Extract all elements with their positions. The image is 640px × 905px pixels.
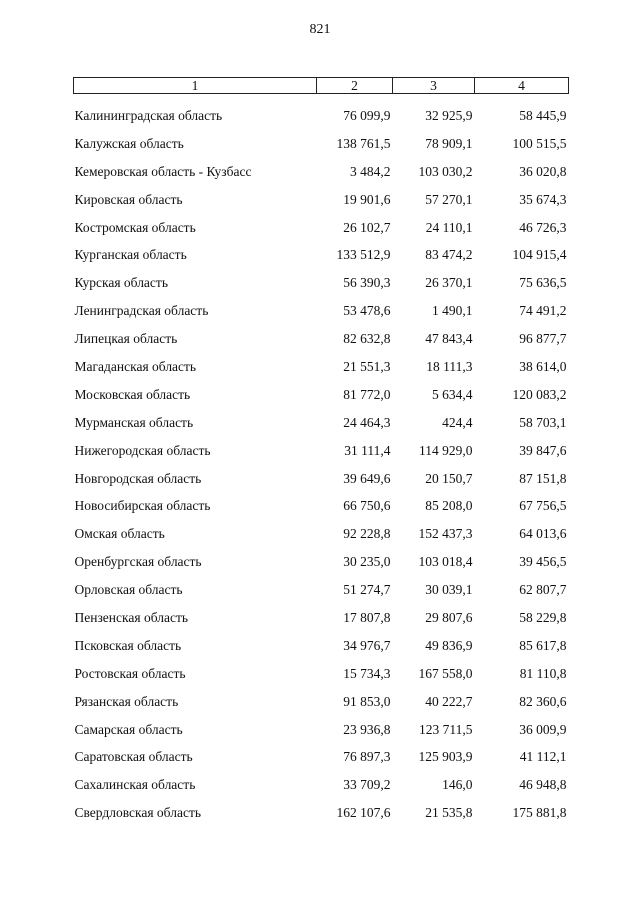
value-col-4: 96 877,7: [519, 331, 567, 347]
value-col-4: 38 614,0: [519, 358, 567, 374]
value-col-3: 146,0: [442, 777, 473, 793]
value-col-2: 91 853,0: [343, 693, 391, 709]
table-row: [74, 688, 569, 716]
value-col-4: 175 881,8: [512, 805, 567, 821]
table-row: [74, 632, 569, 660]
table-row: [74, 325, 569, 353]
column-header-4: 4: [475, 78, 569, 94]
value-col-3: 32 925,9: [425, 107, 473, 123]
value-col-4: 58 703,1: [519, 414, 567, 430]
value-col-2: 15 734,3: [343, 665, 391, 681]
value-col-3: 78 909,1: [425, 135, 473, 151]
region-name: Кировская область: [74, 191, 183, 207]
value-col-4: 46 948,8: [519, 777, 567, 793]
value-col-4: 58 229,8: [519, 609, 567, 625]
value-col-2: 23 936,8: [343, 721, 391, 737]
value-col-2: 53 478,6: [343, 303, 391, 319]
region-name: Пензенская область: [74, 609, 188, 625]
region-name: Липецкая область: [74, 331, 178, 347]
region-name: Сахалинская область: [74, 777, 196, 793]
value-col-3: 103 018,4: [418, 554, 473, 570]
table-header: [74, 78, 569, 94]
value-col-3: 114 929,0: [419, 442, 473, 458]
table-row: [74, 548, 569, 576]
page-number: 821: [309, 22, 331, 37]
value-col-2: 56 390,3: [343, 275, 391, 291]
table-row: [74, 130, 569, 158]
region-name: Московская область: [74, 386, 191, 402]
value-col-2: 26 102,7: [343, 219, 391, 235]
value-col-3: 1 490,1: [432, 303, 473, 319]
value-col-4: 62 807,7: [519, 582, 567, 598]
table-body: [74, 94, 569, 828]
table-row: [74, 94, 569, 130]
value-col-3: 123 711,5: [419, 721, 473, 737]
data-table: [73, 77, 569, 827]
value-col-3: 49 836,9: [425, 637, 473, 653]
region-name: Нижегородская область: [74, 442, 211, 458]
region-name: Калининградская область: [74, 107, 223, 123]
value-col-2: 92 228,8: [343, 526, 391, 542]
region-name: Мурманская область: [74, 414, 194, 430]
table-row: [74, 158, 569, 186]
region-name: Ленинградская область: [74, 303, 209, 319]
value-col-2: 76 897,3: [343, 749, 391, 765]
region-name: Саратовская область: [74, 749, 193, 765]
table-row: [74, 437, 569, 465]
value-col-2: 30 235,0: [343, 554, 391, 570]
region-name: Новгородская область: [74, 470, 202, 486]
region-name: Орловская область: [74, 582, 183, 598]
value-col-4: 67 756,5: [519, 498, 567, 514]
value-col-3: 125 903,9: [418, 749, 473, 765]
value-col-2: 33 709,2: [343, 777, 391, 793]
table-row: [74, 409, 569, 437]
region-name: Калужская область: [74, 135, 184, 151]
value-col-4: 39 847,6: [519, 442, 567, 458]
value-col-3: 30 039,1: [425, 582, 473, 598]
value-col-3: 18 111,3: [426, 358, 473, 374]
table-row: [74, 353, 569, 381]
value-col-3: 5 634,4: [432, 386, 473, 402]
value-col-2: 138 761,5: [336, 135, 391, 151]
value-col-2: 66 750,6: [343, 498, 391, 514]
value-col-4: 36 009,9: [519, 721, 567, 737]
value-col-2: 51 274,7: [343, 582, 391, 598]
value-col-2: 34 976,7: [343, 637, 391, 653]
table-row: [74, 465, 569, 493]
value-col-3: 20 150,7: [425, 470, 473, 486]
table-row: [74, 604, 569, 632]
value-col-4: 74 491,2: [519, 303, 567, 319]
region-name: Омская область: [74, 526, 165, 542]
table-row: [74, 743, 569, 771]
table-row: [74, 492, 569, 520]
region-name: Кемеровская область - Кузбасс: [74, 163, 252, 179]
table-row: [74, 241, 569, 269]
value-col-3: 424,4: [442, 414, 473, 430]
region-name: Костромская область: [74, 219, 196, 235]
region-name: Магаданская область: [74, 358, 197, 374]
value-col-2: 17 807,8: [343, 609, 391, 625]
table-row: [74, 771, 569, 799]
table-row: [74, 716, 569, 744]
value-col-2: 31 111,4: [344, 442, 391, 458]
table-row: [74, 381, 569, 409]
value-col-4: 64 013,6: [519, 526, 567, 542]
header-row: [74, 78, 569, 94]
value-col-4: 46 726,3: [519, 219, 567, 235]
column-header-1: 1: [74, 78, 317, 94]
region-name: Новосибирская область: [74, 498, 211, 514]
value-col-4: 58 445,9: [519, 107, 567, 123]
value-col-4: 39 456,5: [519, 554, 567, 570]
value-col-2: 19 901,6: [343, 191, 391, 207]
table-row: [74, 214, 569, 242]
value-col-2: 82 632,8: [343, 331, 391, 347]
value-col-2: 24 464,3: [343, 414, 391, 430]
table-row: [74, 576, 569, 604]
value-col-4: 81 110,8: [519, 665, 567, 681]
value-col-2: 162 107,6: [336, 805, 391, 821]
region-name: Свердловская область: [74, 805, 201, 821]
column-header-3: 3: [393, 78, 475, 94]
value-col-4: 87 151,8: [519, 470, 567, 486]
value-col-3: 83 474,2: [425, 247, 473, 263]
value-col-4: 100 515,5: [512, 135, 567, 151]
value-col-3: 57 270,1: [425, 191, 473, 207]
region-name: Самарская область: [74, 721, 183, 737]
value-col-3: 167 558,0: [418, 665, 473, 681]
region-name: Псковская область: [74, 637, 182, 653]
table-row: [74, 660, 569, 688]
value-col-2: 21 551,3: [343, 358, 391, 374]
value-col-4: 85 617,8: [519, 637, 567, 653]
table-row: [74, 269, 569, 297]
value-col-2: 81 772,0: [343, 386, 391, 402]
region-name: Ростовская область: [74, 665, 186, 681]
value-col-3: 24 110,1: [425, 219, 473, 235]
value-col-4: 41 112,1: [519, 749, 567, 765]
value-col-3: 40 222,7: [425, 693, 473, 709]
region-name: Рязанская область: [74, 693, 179, 709]
value-col-2: 133 512,9: [336, 247, 391, 263]
table-row: [74, 186, 569, 214]
region-name: Курганская область: [74, 247, 187, 263]
region-name: Оренбургская область: [74, 554, 202, 570]
value-col-4: 82 360,6: [519, 693, 567, 709]
value-col-4: 75 636,5: [519, 275, 567, 291]
region-name: Курская область: [74, 275, 168, 291]
table-row: [74, 297, 569, 325]
value-col-2: 76 099,9: [343, 107, 391, 123]
table-row: [74, 799, 569, 827]
table-row: [74, 520, 569, 548]
value-col-4: 104 915,4: [512, 247, 567, 263]
value-col-2: 39 649,6: [343, 470, 391, 486]
value-col-3: 29 807,6: [425, 609, 473, 625]
value-col-4: 36 020,8: [519, 163, 567, 179]
value-col-4: 120 083,2: [512, 386, 567, 402]
value-col-3: 26 370,1: [425, 275, 473, 291]
value-col-3: 21 535,8: [425, 805, 473, 821]
value-col-4: 35 674,3: [519, 191, 567, 207]
value-col-2: 3 484,2: [350, 163, 391, 179]
value-col-3: 85 208,0: [425, 498, 473, 514]
value-col-3: 152 437,3: [418, 526, 473, 542]
value-col-3: 103 030,2: [418, 163, 473, 179]
column-header-2: 2: [317, 78, 393, 94]
value-col-3: 47 843,4: [425, 331, 473, 347]
